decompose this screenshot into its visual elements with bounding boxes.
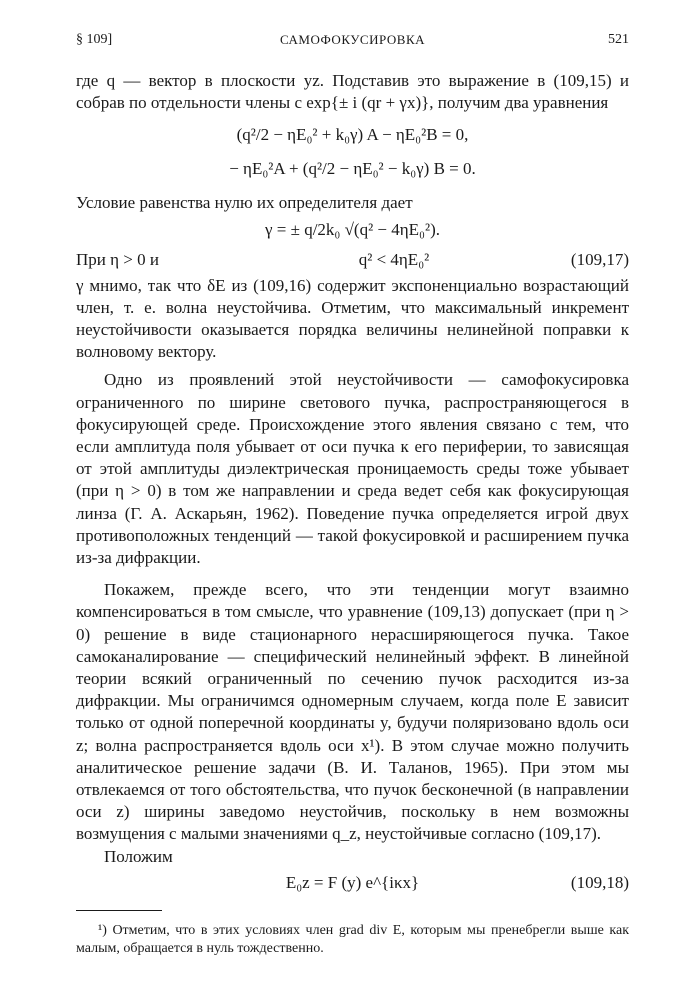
equation-field	[76, 868, 629, 898]
equation-gamma	[76, 215, 629, 245]
section-label: § 109]	[76, 32, 113, 47]
page-number: 521	[608, 32, 629, 47]
main-text	[76, 70, 629, 898]
footnote-divider	[76, 910, 162, 911]
equation-condition	[76, 245, 629, 275]
footnote	[76, 922, 629, 958]
paragraph-6: Покажем, прежде всего, что эти тенденции могут взаимно компенсироваться в том смысле, что уравнение (109,13) допускает (при η > 0) решение в виде стационарного нерасширяющегося пучка. Такое самоканалирование — специфический нелинейный эффект. В линейной теории всякий ограниченный по сечению пучок расходится из-за дифракции. Мы ограничимся одномерным случаем, когда поле E зависит только от одной поперечной координаты y, будучи поляризовано вдоль оси z; волна распространяется вдоль оси x¹). В этом случае можно получить аналитическое решение задачи (В. И. Таланов, 1965). При этом мы отвлекаемся от того обстоятельства, что пучок бесконечной (в направлении оси z) ширины заведомо неустойчив, поскольку в нем возможны возмущения с малыми значениями q_z, неустойчивые согласно (109,17).	[76, 580, 629, 844]
chapter-title: САМОФОКУСИРОВКА	[279, 32, 425, 47]
equation-field-body: E₀z = F (y) e^{iκx}	[285, 872, 420, 892]
equation-system	[76, 118, 629, 186]
equation-number-18: (109,18)	[570, 872, 629, 892]
paragraph-4: γ мнимо, так что δE из (109,16) содержит экспоненциально возрастающий член, т. е. волна неустойчива. Отметим, что максимальный инкремент неустойчивости оказывается порядка величины нелинейной поправки к волновому вектору.	[76, 275, 629, 362]
condition-lead: При η > 0 и	[76, 249, 159, 269]
equation-gamma-body: γ = ± q/2k₀ √(q² − 4ηE₀²).	[265, 219, 440, 239]
paragraph-1: где q — вектор в плоскости yz. Подставив это выражение в (109,15) и собрав по отдельности члены с exp{± i (qr + γx)}, получим два уравнения	[76, 71, 629, 113]
running-header	[76, 32, 629, 54]
equation-condition-body: q² < 4ηE₀²	[358, 249, 430, 269]
paragraph-7: Положим	[104, 846, 173, 866]
footnote-text: ¹) Отметим, что в этих условиях член grad div E, которым мы пренебрегли выше как малым, обращается в нуль тождественно.	[76, 923, 629, 956]
paragraph-2: Условие равенства нулю их определителя дает	[76, 193, 413, 213]
equation-number-17: (109,17)	[570, 249, 629, 269]
equation-line-2: − ηE₀²A + (q²/2 − ηE₀² − k₀γ) B = 0.	[229, 159, 476, 179]
paragraph-5: Одно из проявлений этой неустойчивости — самофокусировка ограниченного по ширине светового пучка, распространяющегося в фокусирующей среде. Происхождение этого явления связано с тем, что если амплитуда поля убывает от оси пучка к его периферии, то зависящая от этой амплитуды диэлектрическая проницаемость среды тоже убывает (при η > 0) в том же направлении и среда ведет себя как фокусирующая линза (Г. А. Аскарьян, 1962). Поведение пучка определяется игрой двух противоположных тенденций — такой фокусировкой и расширением пучка из-за дифракции.	[76, 370, 629, 568]
equation-line-1: (q²/2 − ηE₀² + k₀γ) A − ηE₀²B = 0,	[236, 125, 469, 145]
